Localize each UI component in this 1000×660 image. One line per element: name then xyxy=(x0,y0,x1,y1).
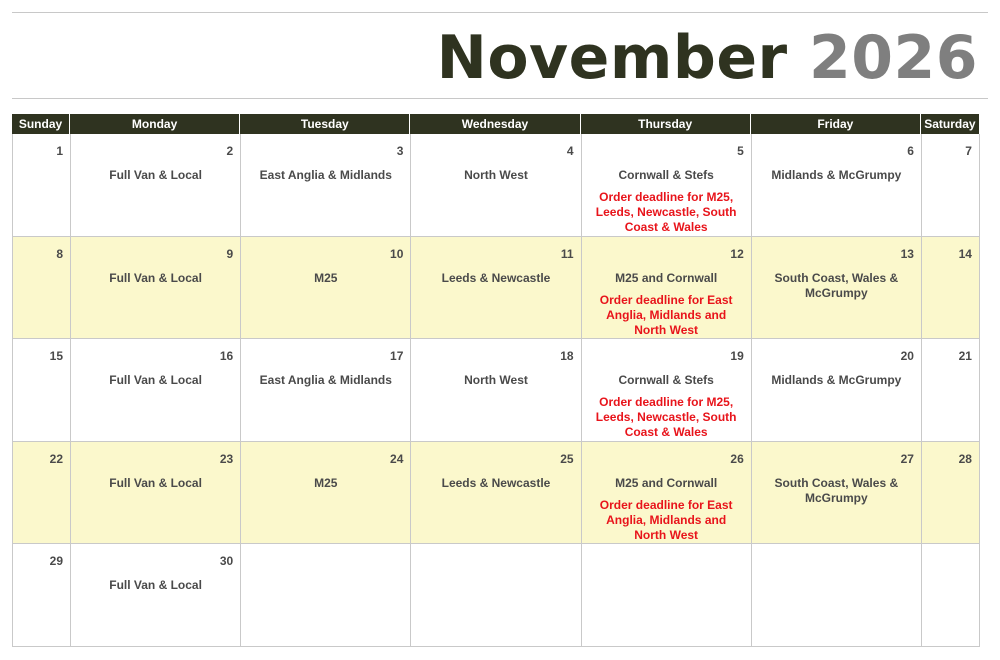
delivery-route: Full Van & Local xyxy=(109,475,202,490)
delivery-route: Leeds & Newcastle xyxy=(441,270,551,285)
day-number: 8 xyxy=(56,246,63,261)
day-cell xyxy=(411,134,581,237)
day-number: 16 xyxy=(219,349,234,364)
day-cell xyxy=(752,134,922,237)
calendar-week-row xyxy=(12,237,989,340)
day-cell xyxy=(13,544,71,647)
day-cell xyxy=(241,339,411,442)
day-number: 20 xyxy=(900,349,914,364)
day-cell xyxy=(582,134,752,237)
day-number: 12 xyxy=(730,246,744,261)
delivery-route: South Coast, Wales & McGrumpy xyxy=(774,270,899,300)
delivery-route: East Anglia & Midlands xyxy=(259,168,392,182)
day-number: 7 xyxy=(965,144,972,158)
day-number: 30 xyxy=(219,554,234,569)
calendar-weeks xyxy=(12,134,989,647)
day-cell xyxy=(71,237,241,340)
day-cell xyxy=(71,544,241,647)
day-number: 28 xyxy=(958,451,972,466)
weekday-header: Tuesday xyxy=(240,114,410,134)
calendar-week-row xyxy=(12,544,989,647)
day-cell xyxy=(752,237,922,340)
empty-day-cell xyxy=(582,544,752,647)
weekday-header: Saturday xyxy=(921,114,979,134)
delivery-route: Cornwall & Stefs xyxy=(618,168,714,182)
order-deadline-note: Order deadline for East Anglia, Midlands and North West xyxy=(599,497,733,542)
day-cell xyxy=(241,134,411,237)
delivery-route: M25 xyxy=(314,475,338,490)
weekday-header: Thursday xyxy=(581,114,751,134)
delivery-route: Leeds & Newcastle xyxy=(441,475,551,490)
day-number: 13 xyxy=(900,246,914,261)
day-number: 1 xyxy=(56,144,63,158)
day-cell xyxy=(752,442,922,545)
delivery-route: M25 xyxy=(314,270,338,285)
day-cell xyxy=(241,237,411,340)
day-number: 2 xyxy=(226,144,234,158)
day-cell xyxy=(411,442,581,545)
day-number: 23 xyxy=(219,451,234,466)
delivery-route: North West xyxy=(464,168,528,182)
order-deadline-note: Order deadline for M25, Leeds, Newcastle, South Coast & Wales xyxy=(595,190,737,234)
delivery-route: M25 and Cornwall xyxy=(615,475,718,490)
weekday-header: Friday xyxy=(751,114,921,134)
delivery-route: Full Van & Local xyxy=(109,270,202,285)
day-cell xyxy=(13,442,71,545)
day-cell xyxy=(13,134,71,237)
day-number: 15 xyxy=(49,349,63,364)
day-number: 27 xyxy=(900,451,914,466)
day-number: 18 xyxy=(560,349,574,364)
order-deadline-note: Order deadline for M25, Leeds, Newcastle, South Coast & Wales xyxy=(595,395,737,440)
day-number: 5 xyxy=(737,144,744,158)
delivery-route: Full Van & Local xyxy=(109,168,202,182)
day-number: 3 xyxy=(396,144,404,158)
title-year: 2026 xyxy=(809,23,978,93)
delivery-route: North West xyxy=(464,373,528,388)
title-divider xyxy=(12,98,988,99)
empty-day-cell xyxy=(752,544,922,647)
top-divider xyxy=(12,12,988,13)
day-cell xyxy=(71,442,241,545)
title-month: November xyxy=(436,23,788,93)
day-number: 9 xyxy=(226,246,234,261)
day-cell xyxy=(582,339,752,442)
weekday-header: Sunday xyxy=(12,114,70,134)
day-number: 10 xyxy=(390,246,404,261)
day-cell xyxy=(411,237,581,340)
weekday-header-row xyxy=(12,114,989,134)
day-number: 24 xyxy=(390,451,404,466)
day-cell xyxy=(13,237,71,340)
delivery-route: East Anglia & Midlands xyxy=(259,373,392,388)
day-cell xyxy=(922,442,980,545)
day-cell xyxy=(582,442,752,545)
day-number: 11 xyxy=(560,246,574,261)
delivery-route: Full Van & Local xyxy=(109,578,202,593)
delivery-route: Midlands & McGrumpy xyxy=(771,373,902,388)
calendar-week-row xyxy=(12,339,989,442)
day-number: 17 xyxy=(390,349,404,364)
order-deadline-note: Order deadline for East Anglia, Midlands and North West xyxy=(599,292,733,337)
page-title xyxy=(437,22,978,94)
day-cell xyxy=(922,134,980,237)
day-cell xyxy=(13,339,71,442)
day-cell xyxy=(71,339,241,442)
delivery-route: Midlands & McGrumpy xyxy=(771,168,902,182)
delivery-route: Full Van & Local xyxy=(109,373,202,388)
day-cell xyxy=(582,237,752,340)
day-cell xyxy=(922,237,980,340)
day-cell xyxy=(922,339,980,442)
calendar-grid xyxy=(12,114,989,647)
calendar-week-row xyxy=(12,134,989,237)
day-cell xyxy=(241,442,411,545)
day-number: 26 xyxy=(730,451,744,466)
delivery-route: M25 and Cornwall xyxy=(615,270,718,285)
empty-day-cell xyxy=(241,544,411,647)
day-number: 21 xyxy=(958,349,972,364)
day-number: 4 xyxy=(566,144,574,158)
calendar-week-row xyxy=(12,442,989,545)
day-number: 22 xyxy=(49,451,63,466)
empty-day-cell xyxy=(411,544,581,647)
day-cell xyxy=(411,339,581,442)
day-number: 14 xyxy=(958,246,972,261)
empty-day-cell xyxy=(922,544,980,647)
weekday-header: Wednesday xyxy=(410,114,580,134)
day-cell xyxy=(71,134,241,237)
day-number: 6 xyxy=(907,144,914,158)
day-number: 19 xyxy=(730,349,744,364)
day-number: 25 xyxy=(560,451,574,466)
delivery-route: South Coast, Wales & McGrumpy xyxy=(774,475,899,505)
day-cell xyxy=(752,339,922,442)
weekday-header: Monday xyxy=(70,114,240,134)
day-number: 29 xyxy=(49,554,63,569)
delivery-route: Cornwall & Stefs xyxy=(618,373,714,388)
